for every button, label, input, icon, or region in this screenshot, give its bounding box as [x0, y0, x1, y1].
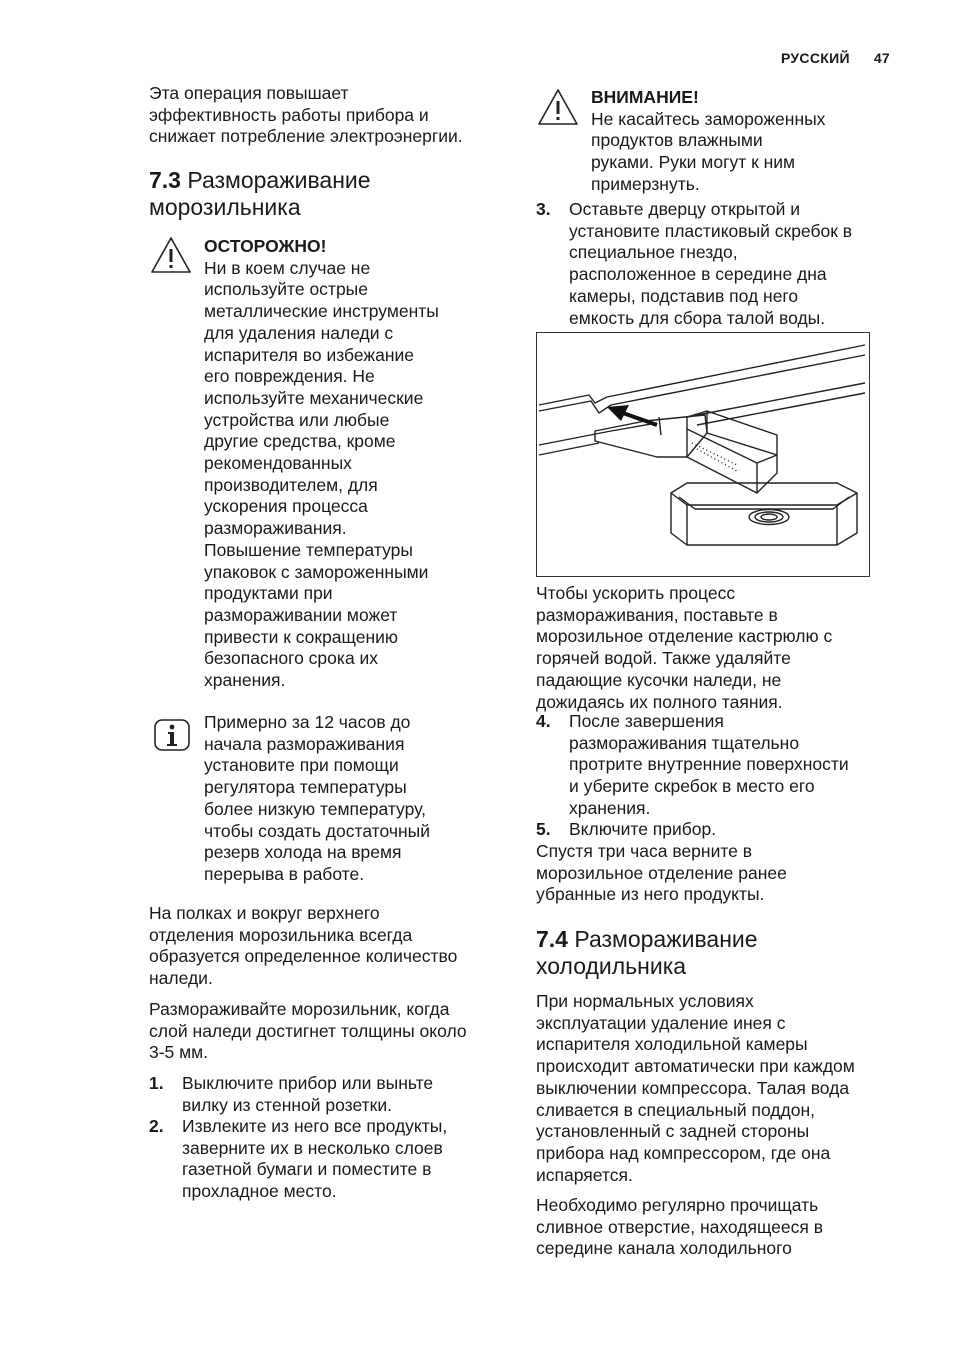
speed-up-paragraph: Чтобы ускорить процесс размораживания, поставьте в морозильное отделение кастрюлю с горячей водой. Также удаляйте падающие кусочки наледи, не дожидаясь их полного таяния. — [536, 583, 833, 712]
list-item — [536, 199, 896, 331]
attention-title: ВНИМАНИЕ! — [591, 87, 699, 107]
info-text: Примерно за 12 часов до начала размораживания установите при помощи регулятора температуры более низкую температуру, чтобы создать достаточный резерв холода на время перерыва в работе. — [204, 712, 430, 884]
section-7-4-heading — [536, 926, 758, 980]
caution-block — [204, 236, 439, 692]
caution-text: Ни в коем случае не используйте острые металлические инструменты для удаления наледи с испарителя во избежание его повреждения. Не используйте механические устройства или любые другие средства, кроме рекомендованных производителем, для ускорения процесса размораживания. Повышение температуры упаковок с замороженными продуктами при размораживании может привести к сокращению безопасного срока их хранения. — [204, 257, 439, 691]
step-text: Извлеките из него все продукты, заверните их в несколько слоев газетной бумаги и поместите в прохладное место. — [182, 1116, 448, 1202]
list-item — [149, 1073, 509, 1117]
language-label: РУССКИЙ — [780, 50, 850, 66]
list-item — [536, 819, 896, 841]
section-7-4-number: 7.4 — [536, 926, 568, 952]
page-header — [757, 50, 890, 66]
step-text: После завершения размораживания тщательно протрите внутренние поверхности и уберите скребок в место его хранения. — [569, 711, 849, 818]
fridge-defrost-paragraph: При нормальных условиях эксплуатации удаление инея с испарителя холодильной камеры происходит автоматически при каждом выключении компрессора. Талая вода сливается в специальный поддон, установленный с задней стороны прибора над компрессором, где она испаряется. — [536, 991, 855, 1185]
caution-warning-icon — [150, 236, 192, 274]
step-text: Включите прибор. — [569, 819, 717, 839]
page-number: 47 — [873, 50, 890, 66]
scraper-illustration — [536, 332, 870, 577]
attention-warning-icon — [537, 88, 579, 126]
intro-paragraph: Эта операция повышает эффективность работы прибора и снижает потребление электроэнергии. — [149, 83, 463, 147]
drain-cleaning-paragraph: Необходимо регулярно прочищать сливное отверстие, находящееся в середине канала холодильного — [536, 1195, 823, 1259]
scraper-drawing — [537, 333, 869, 576]
list-item — [536, 711, 896, 821]
list-item — [149, 1116, 509, 1204]
step-text: Оставьте дверцу открытой и установите пластиковый скребок в специальное гнездо, расположенное в середине дна камеры, подставив под него емкость для сбора талой воды. — [569, 199, 853, 328]
defrost-threshold-paragraph: Размораживайте морозильник, когда слой наледи достигнет толщины около 3-5 мм. — [149, 999, 467, 1063]
step-number: 2. — [149, 1116, 164, 1136]
section-7-3-heading — [149, 167, 371, 221]
section-7-4-title: Размораживание холодильника — [536, 926, 758, 979]
caution-title: ОСТОРОЖНО! — [204, 236, 327, 256]
section-7-3-number: 7.3 — [149, 167, 181, 193]
attention-block — [591, 87, 825, 196]
step-number: 1. — [149, 1073, 164, 1093]
section-7-3-title: Размораживание морозильника — [149, 167, 371, 220]
step-number: 3. — [536, 199, 551, 219]
step-number: 4. — [536, 711, 551, 731]
step-text: Выключите прибор или выньте вилку из стенной розетки. — [182, 1073, 434, 1115]
frost-paragraph: На полках и вокруг верхнего отделения морозильника всегда образуется определенное количество наледи. — [149, 903, 458, 989]
attention-text: Не касайтесь замороженных продуктов влажными руками. Руки могут к ним примерзнуть. — [591, 108, 826, 194]
info-icon — [153, 714, 191, 752]
return-products-paragraph: Спустя три часа верните в морозильное отделение ранее убранные из него продукты. — [536, 841, 787, 905]
step-number: 5. — [536, 819, 551, 839]
